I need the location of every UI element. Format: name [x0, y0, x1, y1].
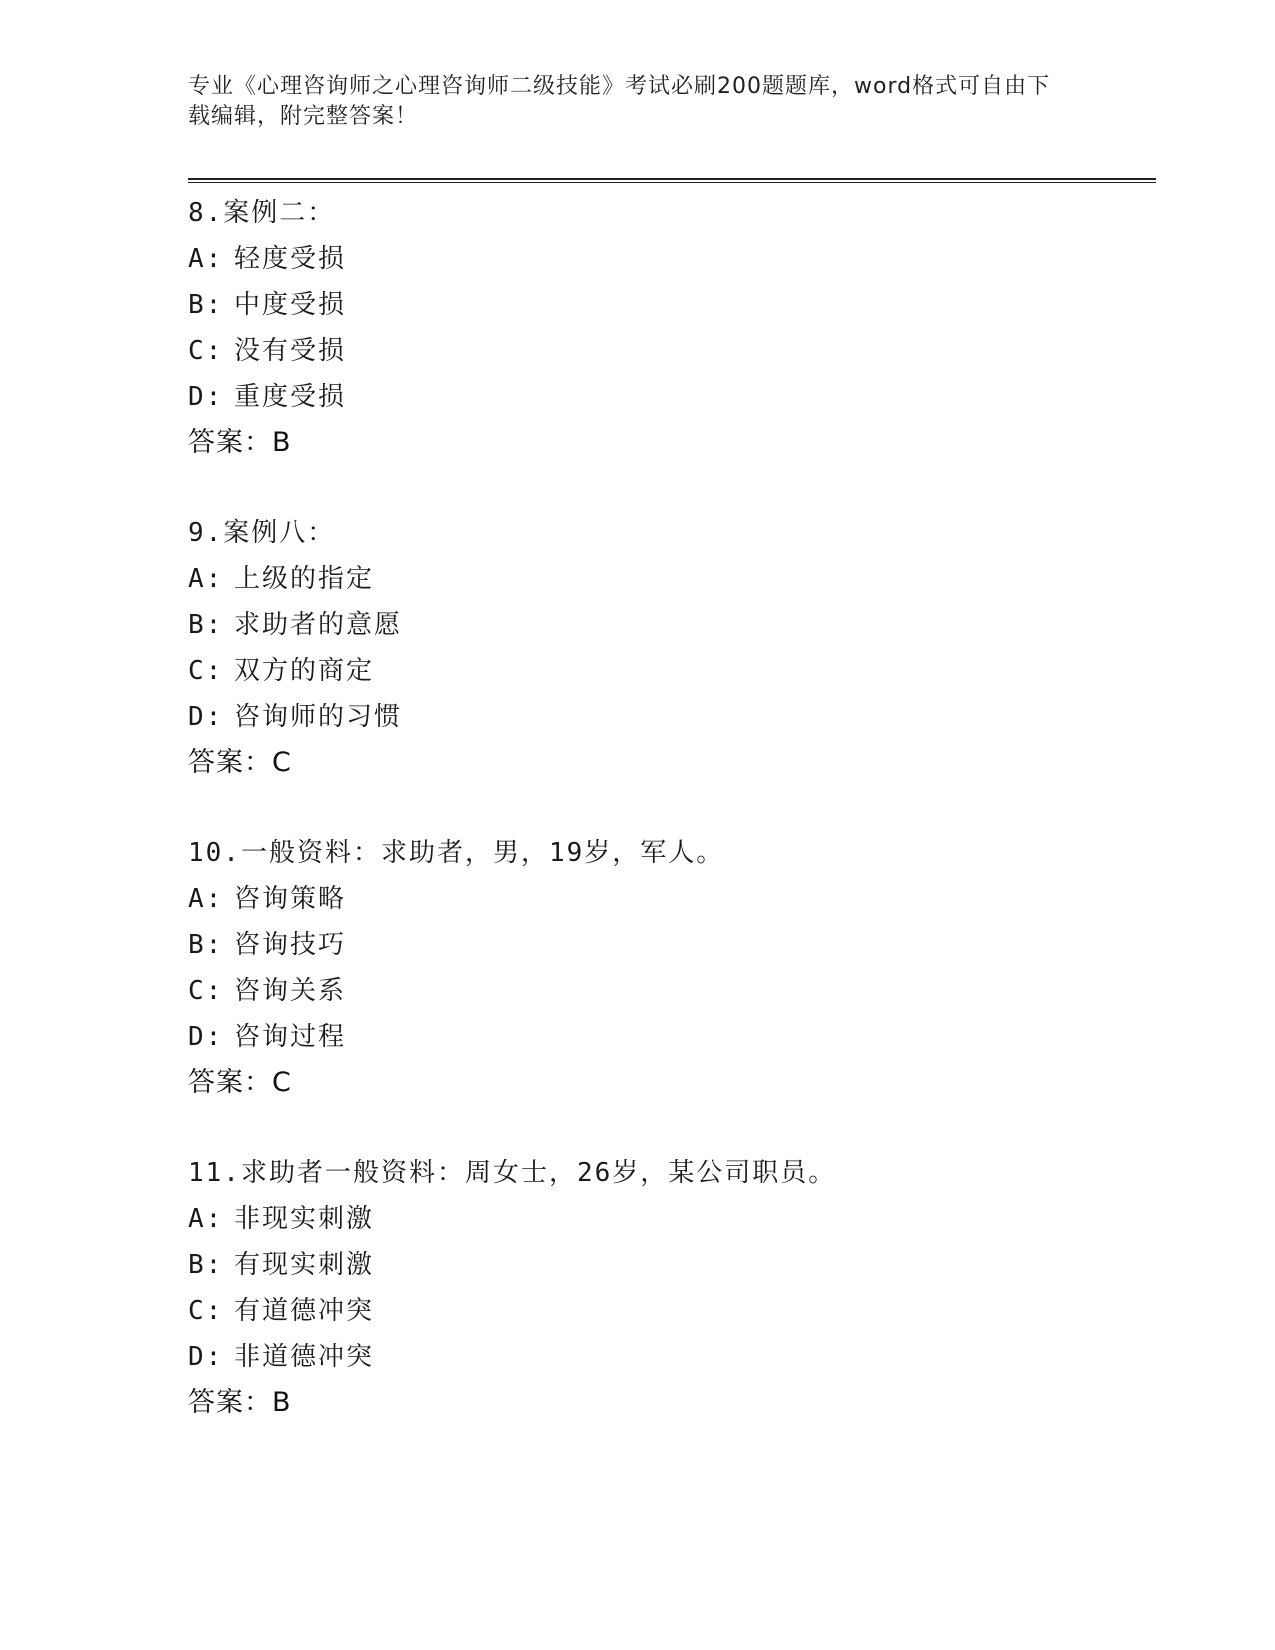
option-text: 咨询策略 [234, 884, 347, 914]
document-header: 专业《心理咨询师之心理咨询师二级技能》考试必刷200题题库，word格式可自由下载编辑，附完整答案！ [188, 74, 1051, 129]
option-text: 非道德冲突 [234, 1342, 375, 1372]
option-text: 双方的商定 [234, 656, 375, 686]
option-d [188, 1334, 1148, 1380]
option-text: 咨询师的习惯 [234, 702, 403, 732]
option-d [188, 374, 1148, 420]
option-c [188, 648, 1148, 694]
question-stem: 8.案例二： [188, 198, 336, 228]
option-c [188, 968, 1148, 1014]
option-a [188, 236, 1148, 282]
question-item [188, 1150, 1148, 1426]
answer-label: 答案： [188, 747, 272, 778]
option-text: 有道德冲突 [234, 1296, 375, 1326]
answer-line [188, 1380, 1148, 1426]
option-key: B: [188, 1250, 224, 1280]
option-text: 重度受损 [234, 382, 347, 412]
option-key: C: [188, 976, 224, 1006]
option-key: B: [188, 930, 224, 960]
header-divider [188, 178, 1156, 180]
question-stem: 11.求助者一般资料：周女士，26岁，某公司职员。 [188, 1158, 837, 1188]
option-key: A: [188, 244, 224, 274]
answer-label: 答案： [188, 427, 272, 458]
question-item [188, 190, 1148, 466]
option-text: 轻度受损 [234, 244, 347, 274]
option-b [188, 282, 1148, 328]
option-b [188, 1242, 1148, 1288]
answer-line [188, 420, 1148, 466]
option-key: D: [188, 1342, 224, 1372]
option-key: A: [188, 1204, 224, 1234]
option-text: 咨询关系 [234, 976, 347, 1006]
question-stem: 9.案例八： [188, 518, 336, 548]
option-key: C: [188, 336, 224, 366]
option-a [188, 556, 1148, 602]
option-text: 非现实刺激 [234, 1204, 375, 1234]
option-text: 咨询技巧 [234, 930, 347, 960]
question-list [188, 190, 1148, 1470]
option-text: 没有受损 [234, 336, 347, 366]
option-text: 求助者的意愿 [234, 610, 403, 640]
option-c [188, 1288, 1148, 1334]
answer-line [188, 740, 1148, 786]
option-d [188, 1014, 1148, 1060]
option-key: B: [188, 610, 224, 640]
option-key: D: [188, 702, 224, 732]
option-key: C: [188, 656, 224, 686]
question-item [188, 510, 1148, 786]
answer-value: C [272, 1067, 292, 1098]
answer-value: B [272, 1387, 292, 1418]
option-c [188, 328, 1148, 374]
option-text: 咨询过程 [234, 1022, 347, 1052]
option-a [188, 876, 1148, 922]
answer-label: 答案： [188, 1387, 272, 1418]
option-key: D: [188, 382, 224, 412]
question-item [188, 830, 1148, 1106]
option-text: 中度受损 [234, 290, 347, 320]
answer-label: 答案： [188, 1067, 272, 1098]
option-key: B: [188, 290, 224, 320]
option-text: 上级的指定 [234, 564, 375, 594]
option-d [188, 694, 1148, 740]
option-key: A: [188, 884, 224, 914]
answer-line [188, 1060, 1148, 1106]
answer-value: C [272, 747, 292, 778]
option-text: 有现实刺激 [234, 1250, 375, 1280]
option-b [188, 602, 1148, 648]
option-a [188, 1196, 1148, 1242]
option-key: D: [188, 1022, 224, 1052]
option-b [188, 922, 1148, 968]
question-stem: 10.一般资料：求助者，男，19岁，军人。 [188, 838, 725, 868]
answer-value: B [272, 427, 292, 458]
option-key: C: [188, 1296, 224, 1326]
header-divider-thin [188, 182, 1156, 183]
option-key: A: [188, 564, 224, 594]
